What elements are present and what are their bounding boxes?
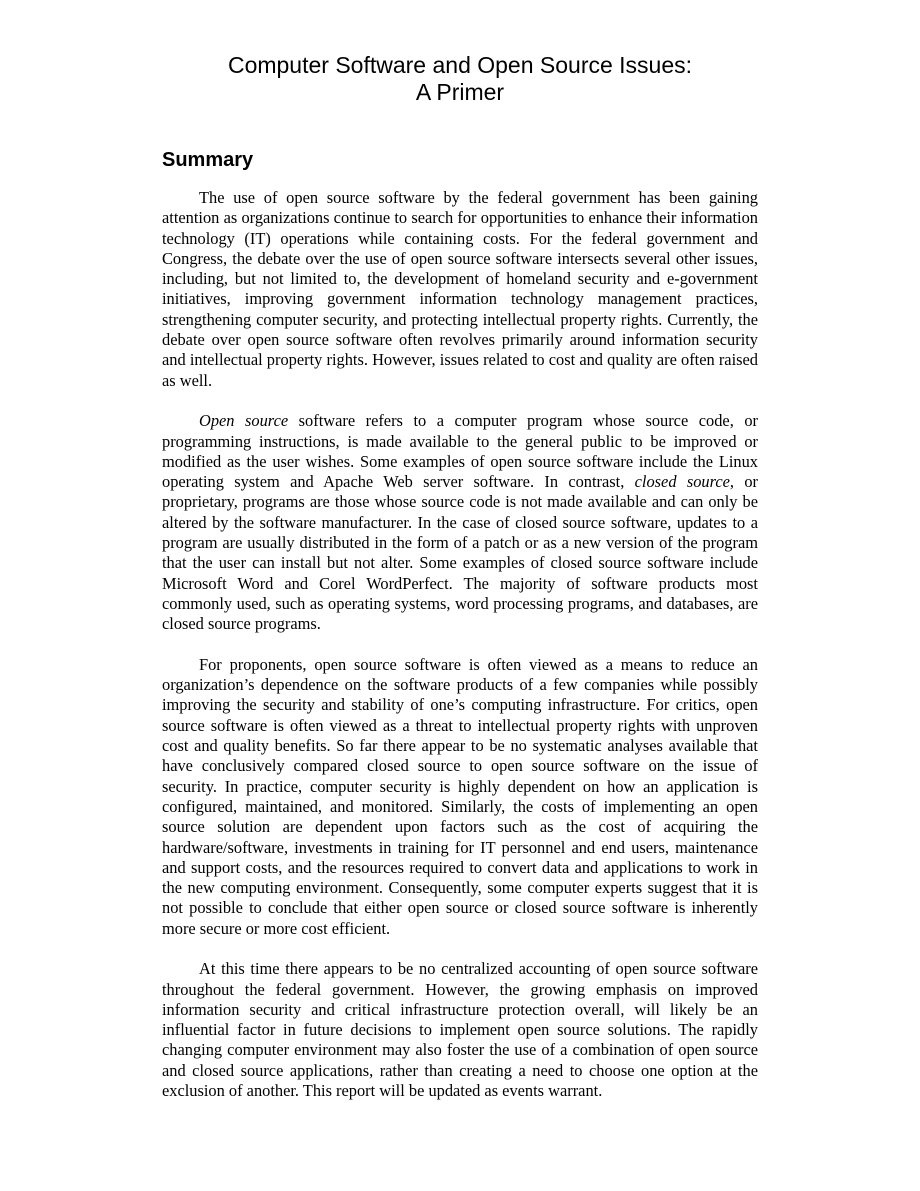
section-heading: Summary — [162, 149, 254, 171]
paragraph-2-text-b: , or proprietary, programs are those whose source code is not made available and can only be altered by the software manufacturer. In the case of closed source software, updates to a program are usually distributed in the form of a patch or as a new version of the program that the user can install but not alter. Some examples of closed source software include Microsoft Word and Corel WordPerfect. The majority of software products most commonly used, such as operating systems, word processing programs, and databases, are closed source programs. — [162, 472, 758, 634]
title-line-2: A Primer — [415, 79, 505, 105]
italic-term-open-source: Open source — [199, 411, 289, 431]
title-line-1: Computer Software and Open Source Issues: — [227, 52, 693, 78]
paragraph-2-text-a: software refers to a computer program whose source code, or programming instructions, is made available to the general public to be improved or modified as the user wishes. Some examples of open source software include the Linux operating system and Apache Web server software. In contrast, — [162, 411, 758, 492]
document-title — [162, 52, 758, 106]
document-page — [162, 52, 758, 1101]
summary-paragraph-4: At this time there appears to be no centralized accounting of open source software throughout the federal government. However, the growing emphasis on improved information security and critical infrastructure protection overall, will likely be an influential factor in future decisions to implement open source solutions. The rapidly changing computer environment may also foster the use of a combination of open source and closed source applications, rather than creating a need to choose one option at the exclusion of another. This report will be updated as events warrant. — [162, 959, 758, 1101]
summary-paragraph-1: The use of open source software by the federal government has been gaining attention as organizations continue to search for opportunities to enhance their information technology (IT) operations while containing costs. For the federal government and Congress, the debate over the use of open source software intersects several other issues, including, but not limited to, the development of homeland security and e-government initiatives, improving government information technology management practices, strengthening computer security, and protecting intellectual property rights. Currently, the debate over open source software often revolves primarily around information security and intellectual property rights. However, issues related to cost and quality are often raised as well. — [162, 188, 758, 390]
italic-term-closed-source: closed source — [634, 472, 730, 492]
summary-paragraph-2 — [162, 411, 758, 634]
summary-paragraph-3: For proponents, open source software is often viewed as a means to reduce an organization’s dependence on the software products of a few companies while possibly improving the security and stability of one’s computing infrastructure. For critics, open source software is often viewed as a threat to intellectual property rights with unproven cost and quality benefits. So far there appear to be no systematic analyses available that have conclusively compared closed source to open source software on the issue of security. In practice, computer security is highly dependent on how an application is configured, maintained, and monitored. Similarly, the costs of implementing an open source solution are dependent upon factors such as the cost of acquiring the hardware/software, investments in training for IT personnel and end users, maintenance and support costs, and the resources required to convert data and applications to work in the new computing environment. Consequently, some computer experts suggest that it is not possible to conclude that either open source or closed source software is inherently more secure or more cost efficient. — [162, 654, 758, 938]
